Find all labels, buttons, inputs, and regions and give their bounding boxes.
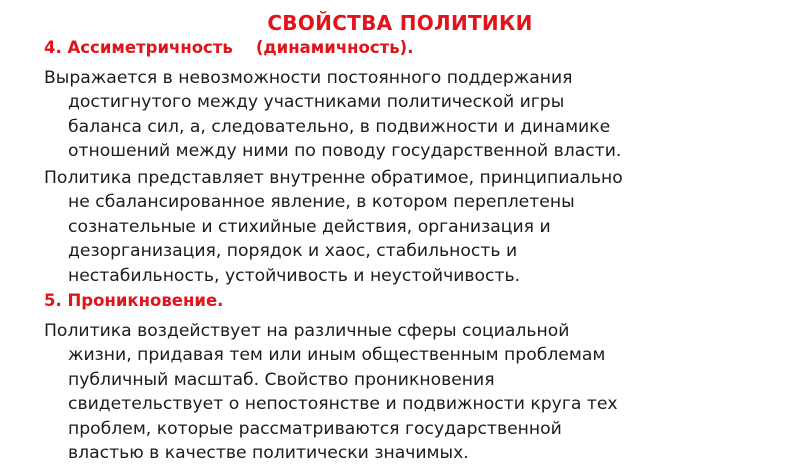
paragraph-line: проблем, которые рассматриваются государственной (68, 418, 562, 439)
paragraph-line: публичный масштаб. Свойство проникновения (68, 369, 495, 390)
paragraph-line: баланса сил, а, следовательно, в подвижности и динамике (68, 116, 611, 137)
paragraph-line: отношений между ними по поводу государственной власти. (68, 141, 622, 162)
paragraph-line: сознательные и стихийные действия, организация и (68, 216, 551, 237)
heading-asymmetry: 4. Ассиметричность (динамичность). (44, 38, 414, 57)
slide-title: СВОЙСТВА ПОЛИТИКИ (267, 11, 533, 35)
paragraph-line: нестабильность, устойчивость и неустойчивость. (68, 265, 521, 286)
paragraph-line: не сбалансированное явление, в котором переплетены (68, 192, 575, 213)
heading-penetration: 5. Проникновение. (44, 291, 224, 310)
paragraph-asymmetry-definition (44, 66, 764, 164)
paragraph-asymmetry-description (44, 166, 764, 288)
paragraph-line: Выражается в невозможности постоянного поддержания (44, 68, 573, 88)
paragraph-line: жизни, придавая тем или иным общественным проблемам (68, 345, 606, 366)
paragraph-line: свидетельствует о непостоянстве и подвижности круга тех (68, 394, 618, 415)
paragraph-penetration (44, 319, 764, 465)
paragraph-line: достигнутого между участниками политической игры (68, 92, 565, 113)
paragraph-line: Политика воздействует на различные сферы социальной (44, 321, 570, 341)
paragraph-line: Политика представляет внутренне обратимое, принципиально (44, 168, 623, 188)
paragraph-line: властью в качестве политически значимых. (68, 443, 469, 464)
paragraph-line: дезорганизация, порядок и хаос, стабильность и (68, 241, 518, 262)
